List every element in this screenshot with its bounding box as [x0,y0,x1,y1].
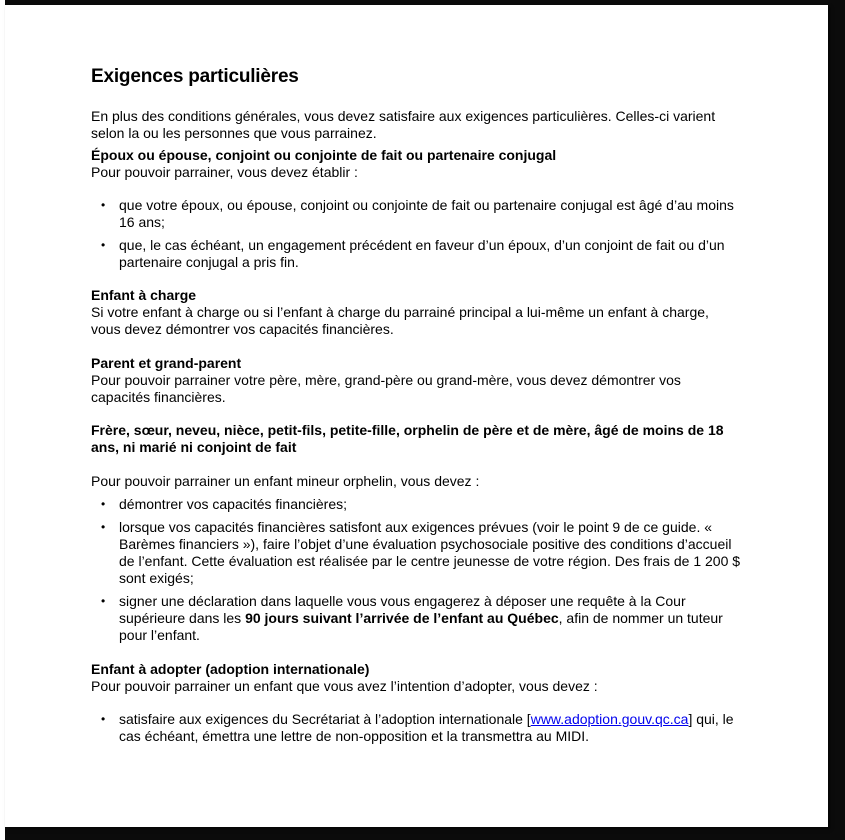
orphan-heading: Frère, sœur, neveu, nièce, petit-fils, petite-fille, orphelin de père et de mère, âgé de moins de 18 ans, ni marié ni conjoint de fait [91,422,724,455]
adoption-website-link[interactable]: www.adoption.gouv.qc.ca [530,711,689,727]
dependent-text: Si votre enfant à charge ou si l’enfant à charge du parrainé principal a lui-même un enfant à charge, vous devez démontrer vos capacités financières. [91,304,709,337]
list-item: • que votre époux, ou épouse, conjoint ou conjointe de fait ou partenaire conjugal est âgé d’au moins 16 ans; [91,197,741,231]
adoption-heading: Enfant à adopter (adoption internationale) [91,661,370,677]
orphan-lead: Pour pouvoir parrainer un enfant mineur orphelin, vous devez : [91,473,480,489]
document-page [5,5,828,827]
list-item: • lorsque vos capacités financières satisfont aux exigences prévues (voir le point 9 de ce guide. « Barèmes financiers »), faire l’objet d’une évaluation psychosociale positive des conditions d’accueil de l’enfant. Cette évaluation est réalisée par le centre jeunesse de votre région. Des frais de 1 200 $ sont exigés; [91,519,741,587]
dependent-heading: Enfant à charge [91,287,197,303]
list-item [91,593,741,644]
deadline-emphasis: 90 jours suivant l’arrivée de l’enfant au Québec [245,610,559,626]
parent-text: Pour pouvoir parrainer votre père, mère, grand-père ou grand-mère, vous devez démontrer vos capacités financières. [91,372,681,405]
item-text: , afin de nommer un tuteur pour l’enfant. [119,610,723,643]
page-title: Exigences particulières [91,66,299,87]
adoption-list [91,711,741,745]
parent-heading: Parent et grand-parent [91,355,242,371]
item-text: signer une déclaration dans laquelle vous vous engagerez à déposer une requête à la Cour supérieure dans les [119,593,686,626]
spouse-heading: Époux ou épouse, conjoint ou conjointe de fait ou partenaire conjugal [91,147,557,163]
item-text: ] qui, le cas échéant, émettra une lettre de non-opposition et la transmettra au MIDI. [119,711,734,744]
list-item [91,711,741,745]
item-text: satisfaire aux exigences du Secrétariat à l’adoption internationale [ [119,711,531,727]
spouse-list [91,197,741,271]
list-item: • démontrer vos capacités financières; [91,496,741,513]
spouse-lead: Pour pouvoir parrainer, vous devez établir : [91,164,358,180]
page-content [91,66,741,745]
list-item: • que, le cas échéant, un engagement précédent en faveur d’un époux, d’un conjoint de fait ou d’un partenaire conjugal a pris fin. [91,237,741,271]
intro-paragraph: En plus des conditions générales, vous devez satisfaire aux exigences particulières. Celles-ci varient selon la ou les personnes que vous parrainez. [91,108,716,141]
adoption-lead: Pour pouvoir parrainer un enfant que vous avez l’intention d’adopter, vous devez : [91,678,598,694]
orphan-list [91,496,741,644]
